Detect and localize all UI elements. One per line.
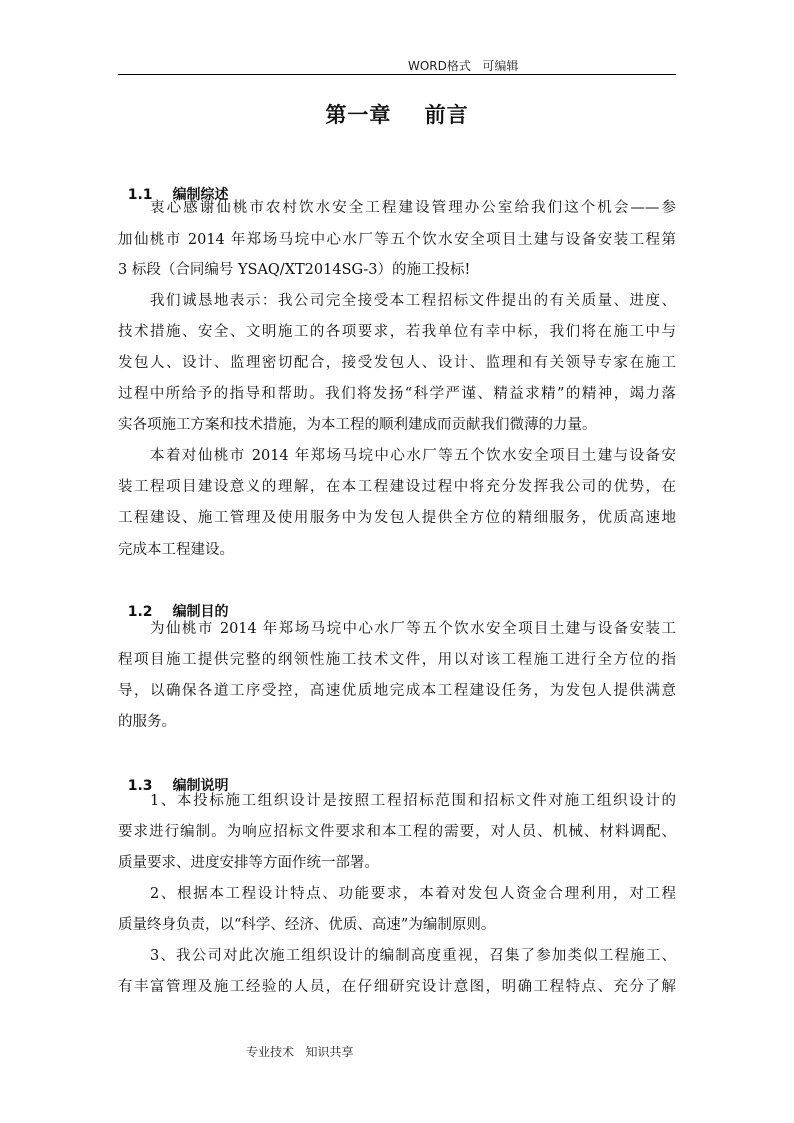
paragraph-line: 1、本投标施工组织设计是按照工程招标范围和招标文件对施工组织设计的 (150, 793, 676, 809)
paragraph-line: 装工程项目建设意义的理解，在本工程建设过程中将充分发挥我公司的优势，在 (118, 479, 676, 495)
paragraph-line: 过程中所给予的指导和帮助。我们将发扬“科学严谨、精益求精”的精神，竭力落 (118, 386, 676, 402)
paragraph-line: 质量要求、进度安排等方面作统一部署。 (118, 855, 379, 871)
section-heading-1-2 (118, 585, 229, 621)
section-title: 编制说明 (172, 778, 229, 794)
paragraph-line: 要求进行编制。为响应招标文件要求和本工程的需要，对人员、机械、材料调配、 (118, 824, 676, 840)
paragraph-line: 实各项施工方案和技术措施，为本工程的顺利建成而贡献我们微薄的力量。 (118, 417, 597, 433)
paragraph-line: 质量终身负责，以“科学、经济、优质、高速”为编制原则。 (118, 917, 496, 933)
paragraph-line: 加仙桃市 2014 年郑场马垸中心水厂等五个饮水安全项目土建与设备安装工程第 (118, 232, 676, 248)
section-number: 1.1 (127, 187, 153, 203)
section-number: 1.2 (127, 604, 153, 620)
header-rule (118, 74, 676, 75)
paragraph-line: 导，以确保各道工序受控，高速优质地完成本工程建设任务，为发包人提供满意 (118, 683, 676, 699)
paragraph-line: 的服务。 (118, 714, 176, 730)
section-title: 编制目的 (172, 604, 229, 620)
paragraph-line: 完成本工程建设。 (118, 542, 234, 558)
paragraph-line: 衷心感谢仙桃市农村饮水安全工程建设管理办公室给我们这个机会——参 (150, 200, 676, 216)
paragraph-line: 有丰富管理及施工经验的人员，在仔细研究设计意图，明确工程特点、充分了解 (118, 979, 676, 995)
section-heading-1-3 (118, 759, 229, 795)
chapter-title: 第一章 前言 (325, 102, 469, 127)
paragraph-line: 程项目施工提供完整的纲领性施工技术文件，用以对该工程施工进行全方位的指 (118, 652, 676, 668)
paragraph-line: 3 标段（合同编号 YSAQ/XT2014SG-3）的施工投标! (118, 262, 471, 278)
header-text: WORD格式 可编辑 (408, 59, 519, 73)
paragraph-line: 3、我公司对此次施工组织设计的编制高度重视，召集了参加类似工程施工、 (150, 948, 676, 964)
section-title: 编制综述 (172, 187, 229, 203)
paragraph-line: 为仙桃市 2014 年郑场马垸中心水厂等五个饮水安全项目土建与设备安装工 (150, 621, 676, 637)
paragraph-line: 工程建设、施工管理及使用服务中为发包人提供全方位的精细服务，优质高速地 (118, 510, 676, 526)
paragraph-line: 技术措施、安全、文明施工的各项要求，若我单位有幸中标，我们将在施工中与 (118, 324, 676, 340)
paragraph-line: 本着对仙桃市 2014 年郑场马垸中心水厂等五个饮水安全项目土建与设备安 (150, 448, 676, 464)
page-footer: 专业技术 知识共享 (246, 1045, 354, 1059)
paragraph-line: 发包人、设计、监理密切配合，接受发包人、设计、监理和有关领导专家在施工 (118, 355, 676, 371)
section-number: 1.3 (127, 778, 153, 794)
paragraph-line: 2、根据本工程设计特点、功能要求，本着对发包人资金合理利用，对工程 (150, 886, 676, 902)
paragraph-line: 我们诚恳地表示：我公司完全接受本工程招标文件提出的有关质量、进度、 (150, 293, 676, 309)
